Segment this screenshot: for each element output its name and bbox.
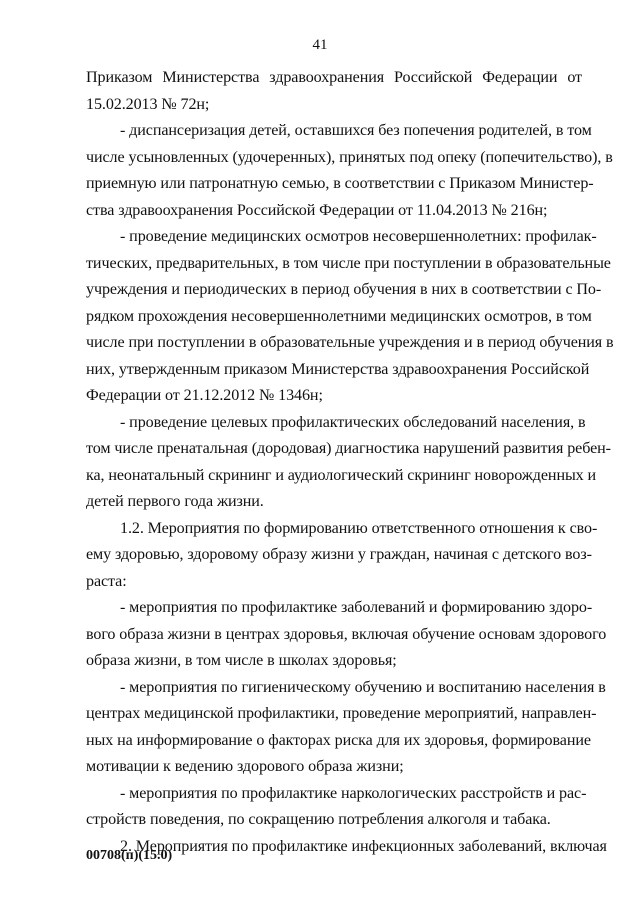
text-line: вого образа жизни в центрах здоровья, включая обучение основам здорового [86,625,607,643]
text-line: Федерации от 21.12.2012 № 1346н; [86,387,323,404]
text-line: ных на информирование о факторах риска для их здоровья, формирование [86,731,591,749]
text-line: ему здоровью, здоровому образу жизни у граждан, начиная с детского воз- [86,546,592,563]
page-number: 41 [312,37,328,53]
text-line: ка, неонатальный скрининг и аудиологический скрининг новорожденных и [86,466,597,484]
text-line: раста: [86,572,127,590]
text-line: - мероприятия по профилактике заболеваний и формированию здоро- [120,599,593,616]
text-line: - мероприятия по профилактике наркологических расстройств и рас- [120,784,587,802]
text-line: Приказом Министерства здравоохранения Российской Федерации от [86,69,582,86]
text-line: - диспансеризация детей, оставшихся без попечения родителей, в том [120,122,592,139]
text-line: числе при поступлении в образовательные учреждения и в период обучения в [86,334,614,351]
text-line: 2. Мероприятия по профилактике инфекционных заболеваний, включая [120,837,607,855]
text-line: том числе пренатальная (дородовая) диагностика нарушений развития ребен- [86,440,611,457]
text-line: - проведение целевых профилактических обследований населения, в [120,413,586,431]
text-line: центрах медицинской профилактики, проведение мероприятий, направлен- [86,705,597,722]
document-body-text [86,65,614,860]
text-line: детей первого года жизни. [86,493,264,510]
text-line: учреждения и периодических в период обучения в них в соответствии с По- [86,281,602,298]
text-line: стройств поведения, по сокращению потребления алкоголя и табака. [86,811,551,828]
text-line: - проведение медицинских осмотров несовершеннолетних: профилак- [120,228,597,245]
text-line: ства здравоохранения Российской Федерации от 11.04.2013 № 216н; [86,201,548,219]
text-line: приемную или патронатную семью, в соответствии с Приказом Министер- [86,175,594,192]
text-line: мотивации к ведению здорового образа жизни; [86,758,404,775]
text-line: образа жизни, в том числе в школах здоровья; [86,652,397,669]
text-line: тических, предварительных, в том числе при поступлении в образовательные [86,254,611,272]
text-line: 1.2. Мероприятия по формированию ответственного отношения к сво- [120,519,598,537]
text-line: 15.02.2013 № 72н; [86,95,210,113]
text-line: числе усыновленных (удочеренных), принятых под опеку (попечительство), в [86,148,613,166]
text-line: - мероприятия по гигиеническому обучению и воспитанию населения в [120,678,606,696]
document-code: 00708(п)(15.0) [86,848,173,863]
text-line: них, утвержденным приказом Министерства здравоохранения Российской [86,360,590,378]
text-line: рядком прохождения несовершеннолетними медицинских осмотров, в том [86,307,592,325]
